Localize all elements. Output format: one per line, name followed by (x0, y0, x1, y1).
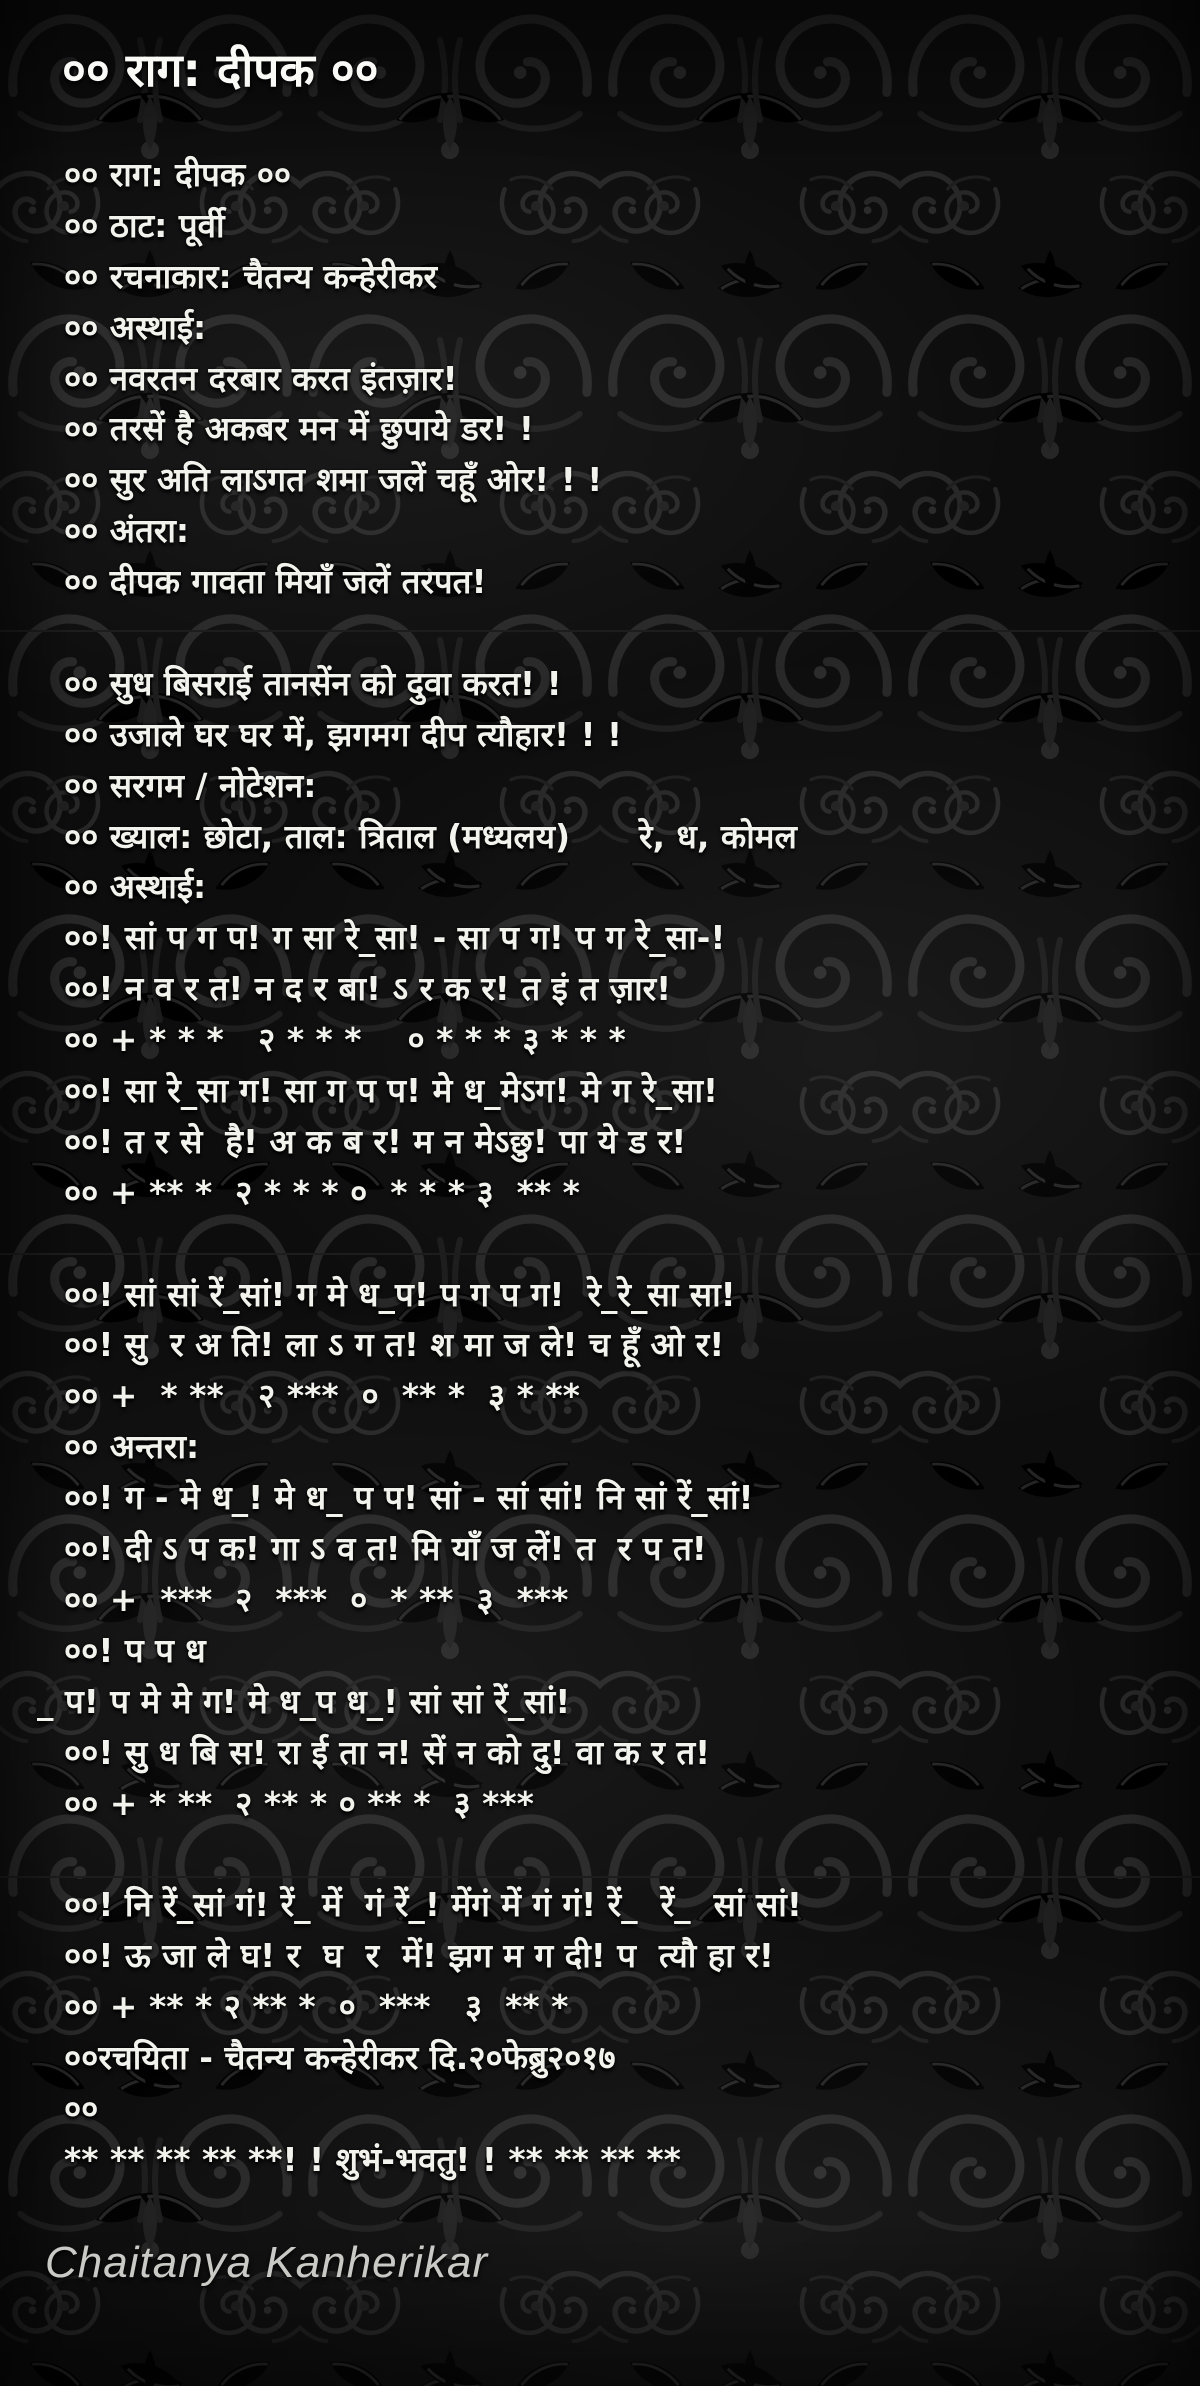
text-line: ०० (64, 2088, 99, 2128)
text-line: ०० अन्तरा: (64, 1427, 200, 1467)
text-line: ०० रचनाकार: चैतन्य कन्हेरीकर (64, 256, 437, 296)
notation-line: ००! सां प ग प! ग सा रे_सा! - सा प ग! प ग रे_सा-! (64, 918, 726, 958)
text-line: ०० दीपक गावता मियाँ जलें तरपत! (64, 562, 487, 602)
taal-marker-line: ०० + * * * २ * * * ० * * * ३ * * * (64, 1020, 626, 1060)
notation-line: ००! ग - मे ध_! मे ध_ प प! सां - सां सां! नि सां रें_सां! (64, 1478, 754, 1518)
notation-line: ००! नि रें_सां गं! रें_ में गं रें_! मेंगं में गं गं! रें_ रें_ सां सां! (64, 1885, 802, 1925)
lyric-line: ००! त र से है! अ क ब र! म न मेऽछु! पा ये ड र! (64, 1121, 687, 1161)
text-line: ०० अंतरा: (64, 511, 190, 551)
text-line: ०० राग: दीपक ०० (64, 155, 292, 194)
lyric-line: ००! सु र अ ति! ला ऽ ग त! श मा ज ले! च हूँ ओ र! (64, 1325, 725, 1365)
taal-marker-line: ०० + ** * २ ** * ० *** ३ ** * (64, 1987, 569, 2027)
text-line: ०० सुध बिसराई तानसेंन को दुवा करत! ! (64, 663, 562, 703)
notation-line: ००! प प ध (64, 1630, 206, 1670)
taal-marker-line: ०० + *** २ *** ० * ** ३ *** (64, 1579, 569, 1619)
taal-marker-line: ०० + ** * २ * * * ० * * * ३ ** * (64, 1172, 580, 1212)
text-line: ०० उजाले घर घर में, झगमग दीप त्यौहार! ! ! (64, 714, 623, 754)
page-title: ०० राग: दीपक ०० (62, 43, 379, 97)
text-line: ०० अस्थाई: (64, 307, 207, 347)
taal-marker-line: ०० + * ** २ ** * ० ** * ३ *** (64, 1783, 534, 1823)
author-signature: Chaitanya Kanherikar (45, 2238, 489, 2287)
text-line: ०० तरसें है अकबर मन में छुपाये डर! ! (64, 409, 534, 449)
lyric-line: ००! न व र त! न द र बा! ऽ र क र! त इं त ज़ार! (64, 969, 672, 1009)
text-line: ०० ख्याल: छोटा, ताल: त्रिताल (मध्यलय) रे, ध, कोमल (64, 816, 797, 856)
closing-blessing-line: ** ** ** ** **! ! शुभं-भवतु! ! ** ** ** ** (64, 2139, 681, 2179)
blank-line (64, 1829, 1184, 1880)
lyric-line: ००! ऊ जा ले घ! र घ र में! झग म ग दी! प त्यौ हा र! (64, 1936, 774, 1976)
text-line: ०० सुर अति लाऽगत शमा जलें चहूँ ओर! ! ! (64, 460, 603, 500)
text-line: ०० सरगम / नोटेशन: (64, 765, 317, 805)
lyric-line: ००! सु ध बि स! रा ई ता न! सें न को दु! वा क र त! (64, 1732, 711, 1772)
composer-credit-line: ००रचयिता - चैतन्य कन्हेरीकर दि.२०फेब्रु२०१७ (64, 2037, 616, 2077)
document-body (37, 150, 1184, 2186)
blank-line (64, 608, 1184, 659)
notation-line: ००! सा रे_सा ग! सा ग प प! मे ध_मेऽग! मे ग रे_सा! (64, 1071, 719, 1111)
blank-line (64, 1219, 1184, 1270)
lyric-line: ००! दी ऽ प क! गा ऽ व त! मि याँ ज लें! त र प त! (64, 1529, 707, 1569)
notation-line: ००! सां सां रें_सां! ग मे ध_प! प ग प ग! रे_रे_सा सा! (64, 1274, 736, 1314)
text-line: ०० अस्थाई: (64, 867, 207, 907)
text-line: ०० ठाट: पूर्वी (64, 205, 225, 245)
text-line: ०० नवरतन दरबार करत इंतज़ार! (64, 358, 458, 398)
notation-line: _ प! प मे मे ग! मे ध_प ध_! सां सां रें_सां! (37, 1681, 571, 1721)
taal-marker-line: ०० + * ** २ *** ० ** * ३ * ** (64, 1376, 580, 1416)
